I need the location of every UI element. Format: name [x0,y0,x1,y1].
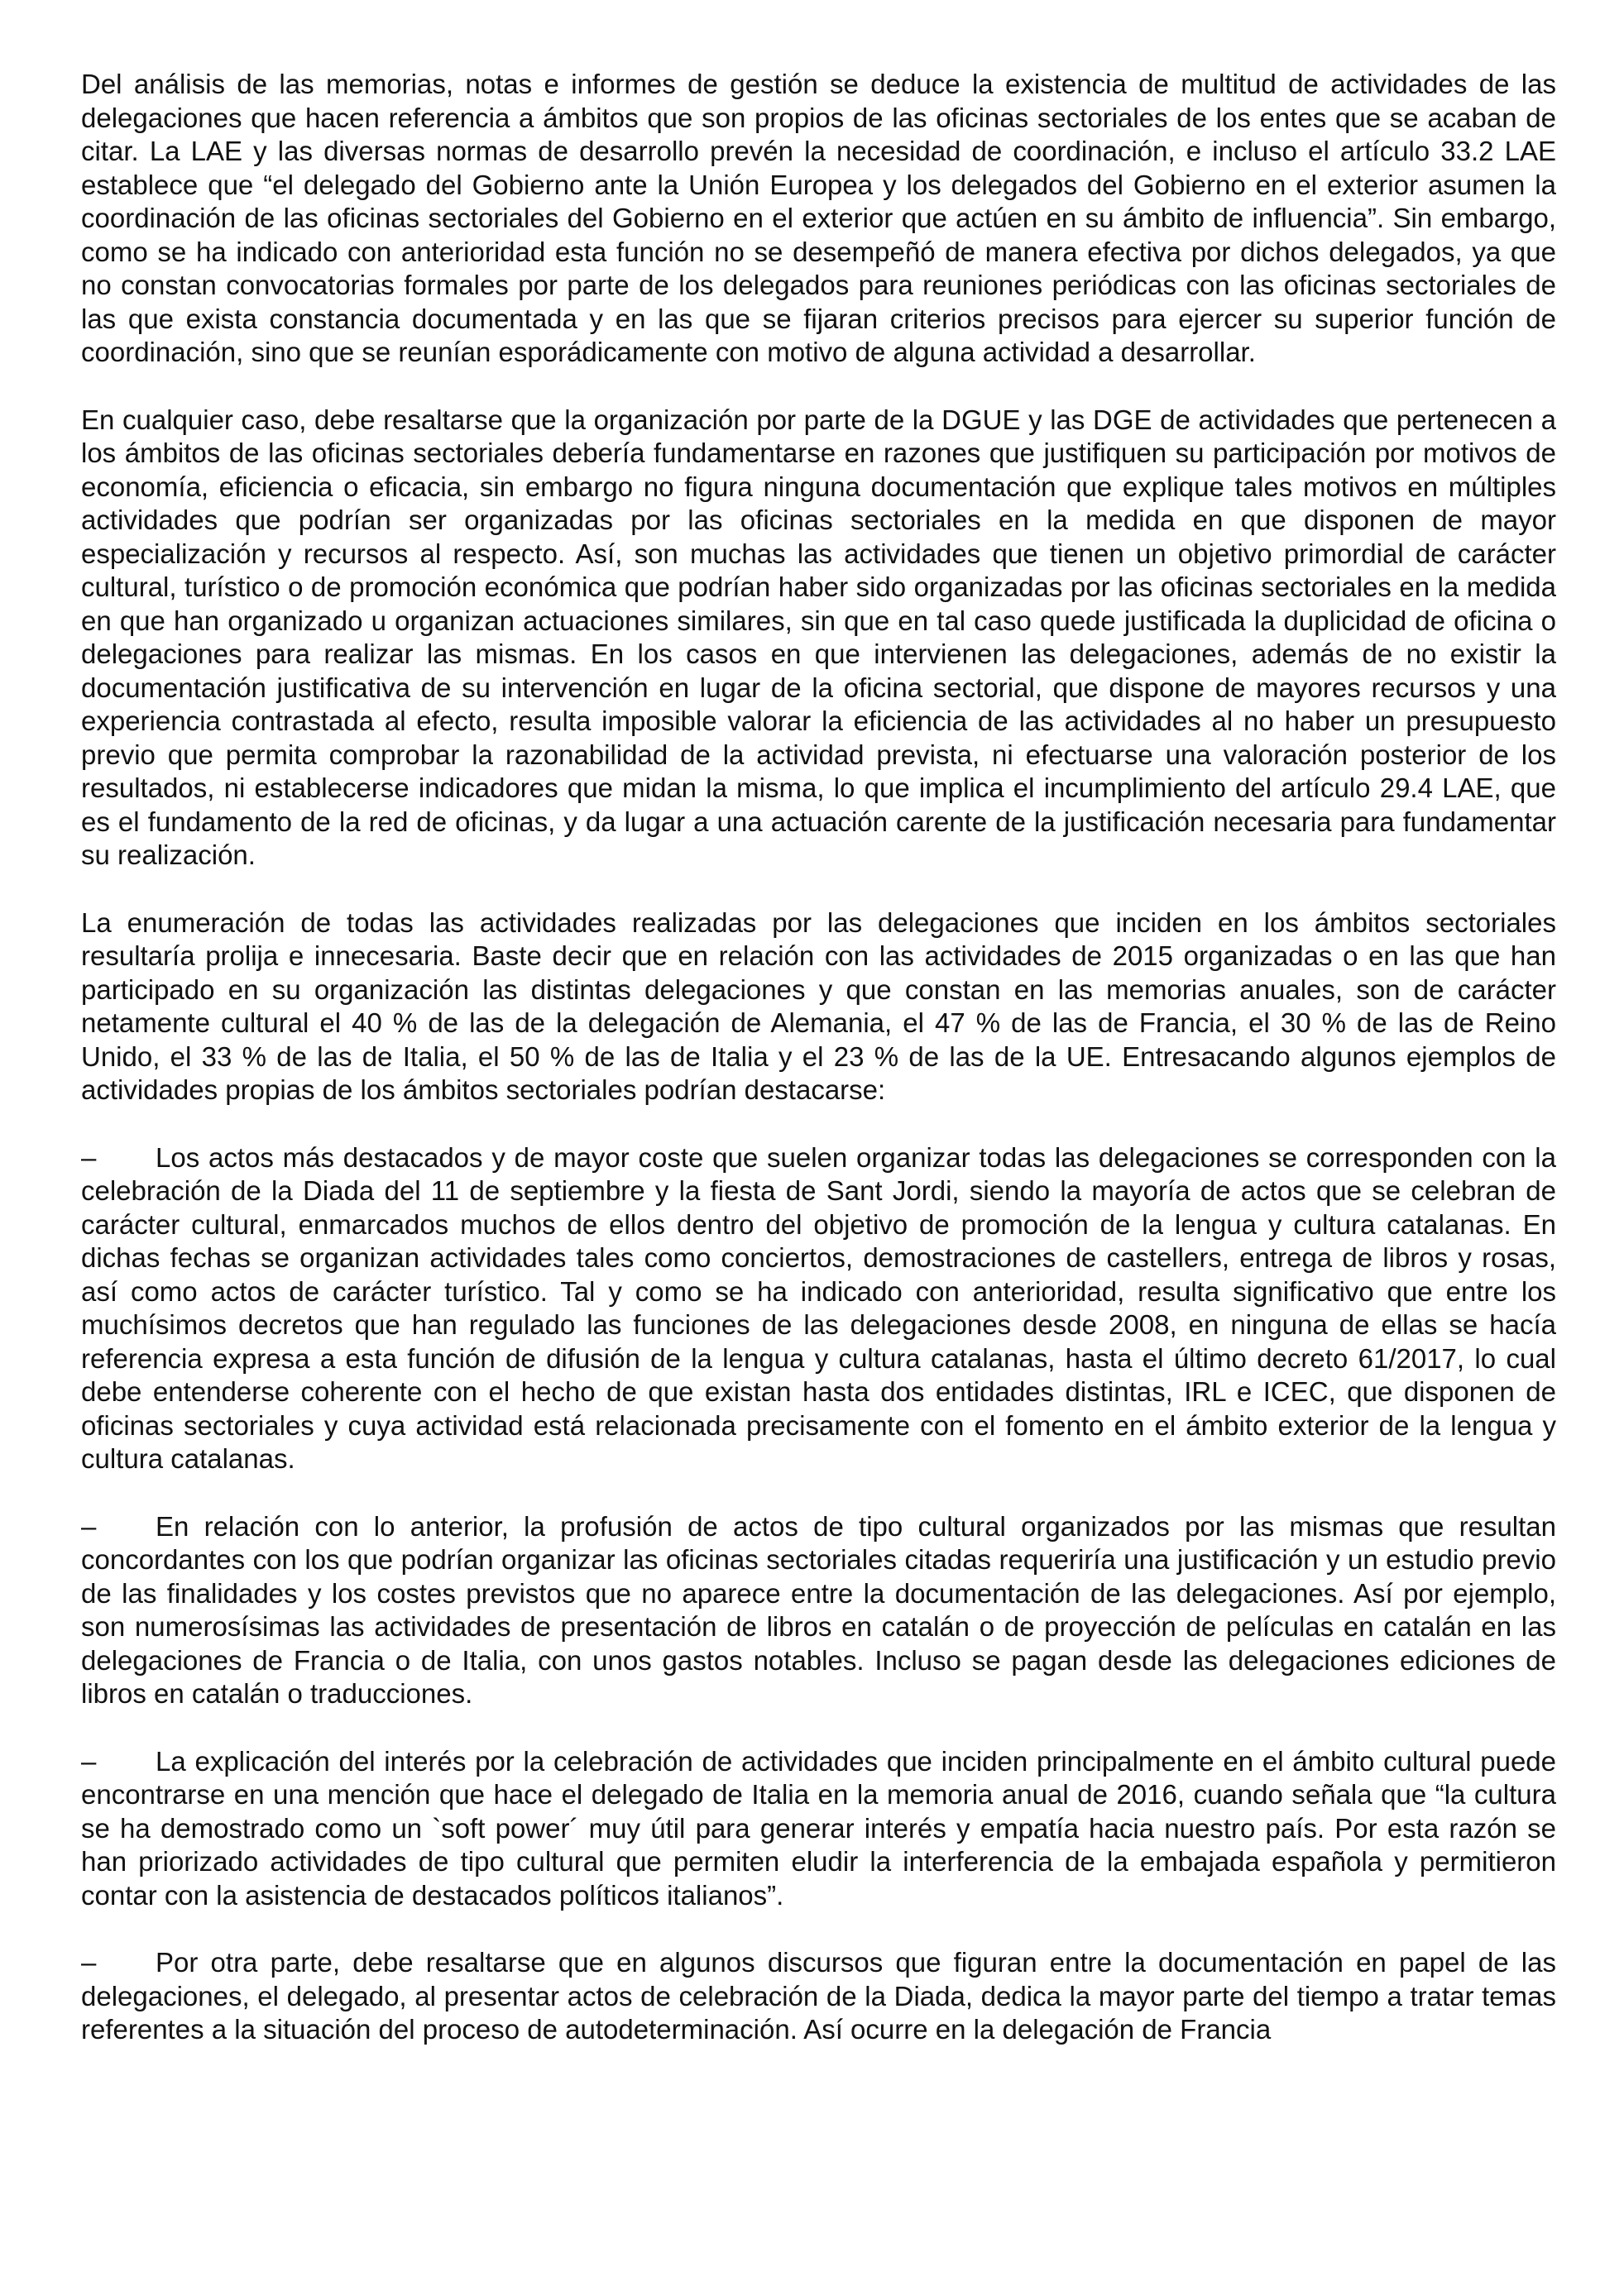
dash-bullet-icon: – [81,1141,97,1173]
bullet-item-cultural-acts [81,1510,1556,1711]
paragraph-justification: En cualquier caso, debe resaltarse que la organización por parte de la DGUE y las DGE de actividades que pertenecen a los ámbitos de las oficinas sectoriales debería fundamentarse en razones que justifiquen su participación por motivos de economía, eficiencia o eficacia, sin embargo no figura ninguna documentación que explique tales motivos en múltiples actividades que podrían ser organizadas por las oficinas sectoriales en la medida en que disponen de mayor especialización y recursos al respecto. Así, son muchas las actividades que tienen un objetivo primordial de carácter cultural, turístico o de promoción económica que podrían haber sido organizadas por las oficinas sectoriales en la medida en que han organizado u organizan actuaciones similares, sin que en tal caso quede justificada la duplicidad de oficina o delegaciones para realizar las mismas. En los casos en que intervienen las delegaciones, además de no existir la documentación justificativa de su intervención en lugar de la oficina sectorial, que dispone de mayores recursos y una experiencia contrastada al efecto, resulta imposible valorar la eficiencia de las actividades al no haber un presupuesto previo que permita comprobar la razonabilidad de la actividad prevista, ni efectuarse una valoración posterior de los resultados, ni establecerse indicadores que midan la misma, lo que implica el incumplimiento del artículo 29.4 LAE, que es el fundamento de la red de oficinas, y da lugar a una actuación carente de la justificación necesaria para fundamentar su realización. [81,404,1556,870]
dash-bullet-icon: – [81,1510,97,1542]
bullet-item-diada [81,1141,1556,1476]
document-page [81,68,1556,2081]
bullet-item-soft-power [81,1745,1556,1913]
dash-bullet-icon: – [81,1947,97,1978]
bullet-item-speeches [81,1946,1556,2047]
bullet-text: Los actos más destacados y de mayor coste que suelen organizar todas las delegaciones se corresponden con la celebración de la Diada del 11 de septiembre y la fiesta de Sant Jordi, siendo la mayoría de actos que se celebran de carácter cultural, enmarcados muchos de ellos dentro del objetivo de promoción de la lengua y cultura catalanas. En dichas fechas se organizan actividades tales como conciertos, demostraciones de castellers, entrega de libros y rosas, así como actos de carácter turístico. Tal y como se ha indicado con anterioridad, resulta significativo que entre los muchísimos decretos que han regulado las funciones de las delegaciones desde 2008, en ninguna de ellas se hacía referencia expresa a esta función de difusión de la lengua y cultura catalanas, hasta el último decreto 61/2017, lo cual debe entenderse coherente con el hecho de que existan hasta dos entidades distintas, IRL e ICEC, que disponen de oficinas sectoriales y cuya actividad está relacionada precisamente con el fomento en el ámbito exterior de la lengua y cultura catalanas. [81,1141,1556,1474]
bullet-text: La explicación del interés por la celebración de actividades que inciden principalmente en el ámbito cultural puede encontrarse en una mención que hace el delegado de Italia en la memoria anual de 2016, cuando señala que “la cultura se ha demostrado como un `soft power´ muy útil para generar interés y empatía hacia nuestro país. Por esta razón se han priorizado actividades de tipo cultural que permiten eludir la interferencia de la embajada española y permitieron contar con la asistencia de destacados políticos italianos”. [81,1745,1556,1911]
bullet-text: En relación con lo anterior, la profusión de actos de tipo cultural organizados por las mismas que resultan concordantes con los que podrían organizar las oficinas sectoriales citadas requeriría una justificación y un estudio previo de las finalidades y los costes previstos que no aparece entre la documentación de las delegaciones. Así por ejemplo, son numerosísimas las actividades de presentación de libros en catalán o de proyección de películas en catalán en las delegaciones de Francia o de Italia, con unos gastos notables. Incluso se pagan desde las delegaciones ediciones de libros en catalán o traducciones. [81,1510,1556,1709]
dash-bullet-icon: – [81,1745,97,1777]
paragraph-enumeration: La enumeración de todas las actividades realizadas por las delegaciones que inciden en los ámbitos sectoriales resultaría prolija e innecesaria. Baste decir que en relación con las actividades de 2015 organizadas o en las que han participado en su organización las distintas delegaciones y que constan en las memorias anuales, son de carácter netamente cultural el 40 % de las de la delegación de Alemania, el 47 % de las de Francia, el 30 % de las de Reino Unido, el 33 % de las de Italia, el 50 % de las de Italia y el 23 % de las de la UE. Entresacando algunos ejemplos de actividades propias de los ámbitos sectoriales podrían destacarse: [81,906,1556,1105]
bullet-text: Por otra parte, debe resaltarse que en algunos discursos que figuran entre la documentación en papel de las delegaciones, el delegado, al presentar actos de celebración de la Diada, dedica la mayor parte del tiempo a tratar temas referentes a la situación del proceso de autodeterminación. Así ocurre en la delegación de Francia [81,1947,1556,2045]
paragraph-coordination: Del análisis de las memorias, notas e informes de gestión se deduce la existencia de multitud de actividades de las delegaciones que hacen referencia a ámbitos que son propios de las oficinas sectoriales de los entes que se acaban de citar. La LAE y las diversas normas de desarrollo prevén la necesidad de coordinación, e incluso el artículo 33.2 LAE establece que “el delegado del Gobierno ante la Unión Europea y los delegados del Gobierno en el exterior asumen la coordinación de las oficinas sectoriales del Gobierno en el exterior que actúen en su ámbito de influencia”. Sin embargo, como se ha indicado con anterioridad esta función no se desempeñó de manera efectiva por dichos delegados, ya que no constan convocatorias formales por parte de los delegados para reuniones periódicas con las oficinas sectoriales de las que exista constancia documentada y en las que se fijaran criterios precisos para ejercer su superior función de coordinación, sino que se reunían esporádicamente con motivo de alguna actividad a desarrollar. [81,69,1556,367]
